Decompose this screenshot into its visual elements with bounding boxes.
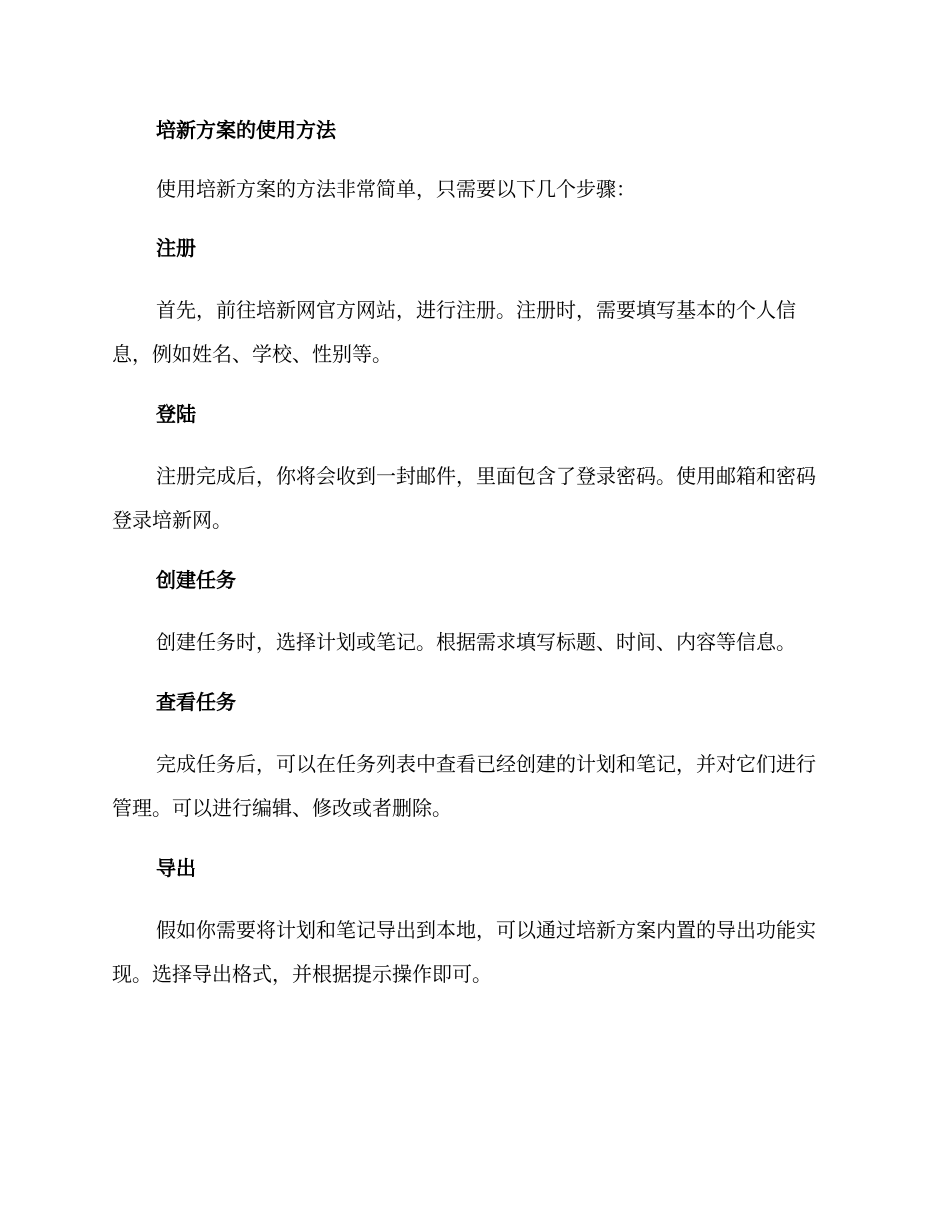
- section-heading-login: 登陆: [156, 402, 196, 426]
- document-title: 培新方案的使用方法: [156, 118, 336, 142]
- section-body-login: 注册完成后，你将会收到一封邮件，里面包含了登录密码。使用邮箱和密码登录培新网。: [112, 464, 816, 532]
- intro-paragraph: 使用培新方案的方法非常简单，只需要以下几个步骤：: [156, 177, 636, 201]
- section-body-view-task: 完成任务后，可以在任务列表中查看已经创建的计划和笔记，并对它们进行管理。可以进行编辑、修改或者删除。: [112, 752, 816, 820]
- section-heading-view-task: 查看任务: [156, 690, 236, 714]
- section-heading-export: 导出: [156, 856, 196, 880]
- section-body-create-task: 创建任务时，选择计划或笔记。根据需求填写标题、时间、内容等信息。: [156, 630, 796, 654]
- section-body-register: 首先，前往培新网官方网站，进行注册。注册时，需要填写基本的个人信息，例如姓名、学校、性别等。: [112, 298, 796, 366]
- document-page: [112, 106, 834, 996]
- section-body-export: 假如你需要将计划和笔记导出到本地，可以通过培新方案内置的导出功能实现。选择导出格式，并根据提示操作即可。: [112, 918, 816, 986]
- section-heading-register: 注册: [156, 236, 196, 260]
- section-heading-create-task: 创建任务: [156, 568, 236, 592]
